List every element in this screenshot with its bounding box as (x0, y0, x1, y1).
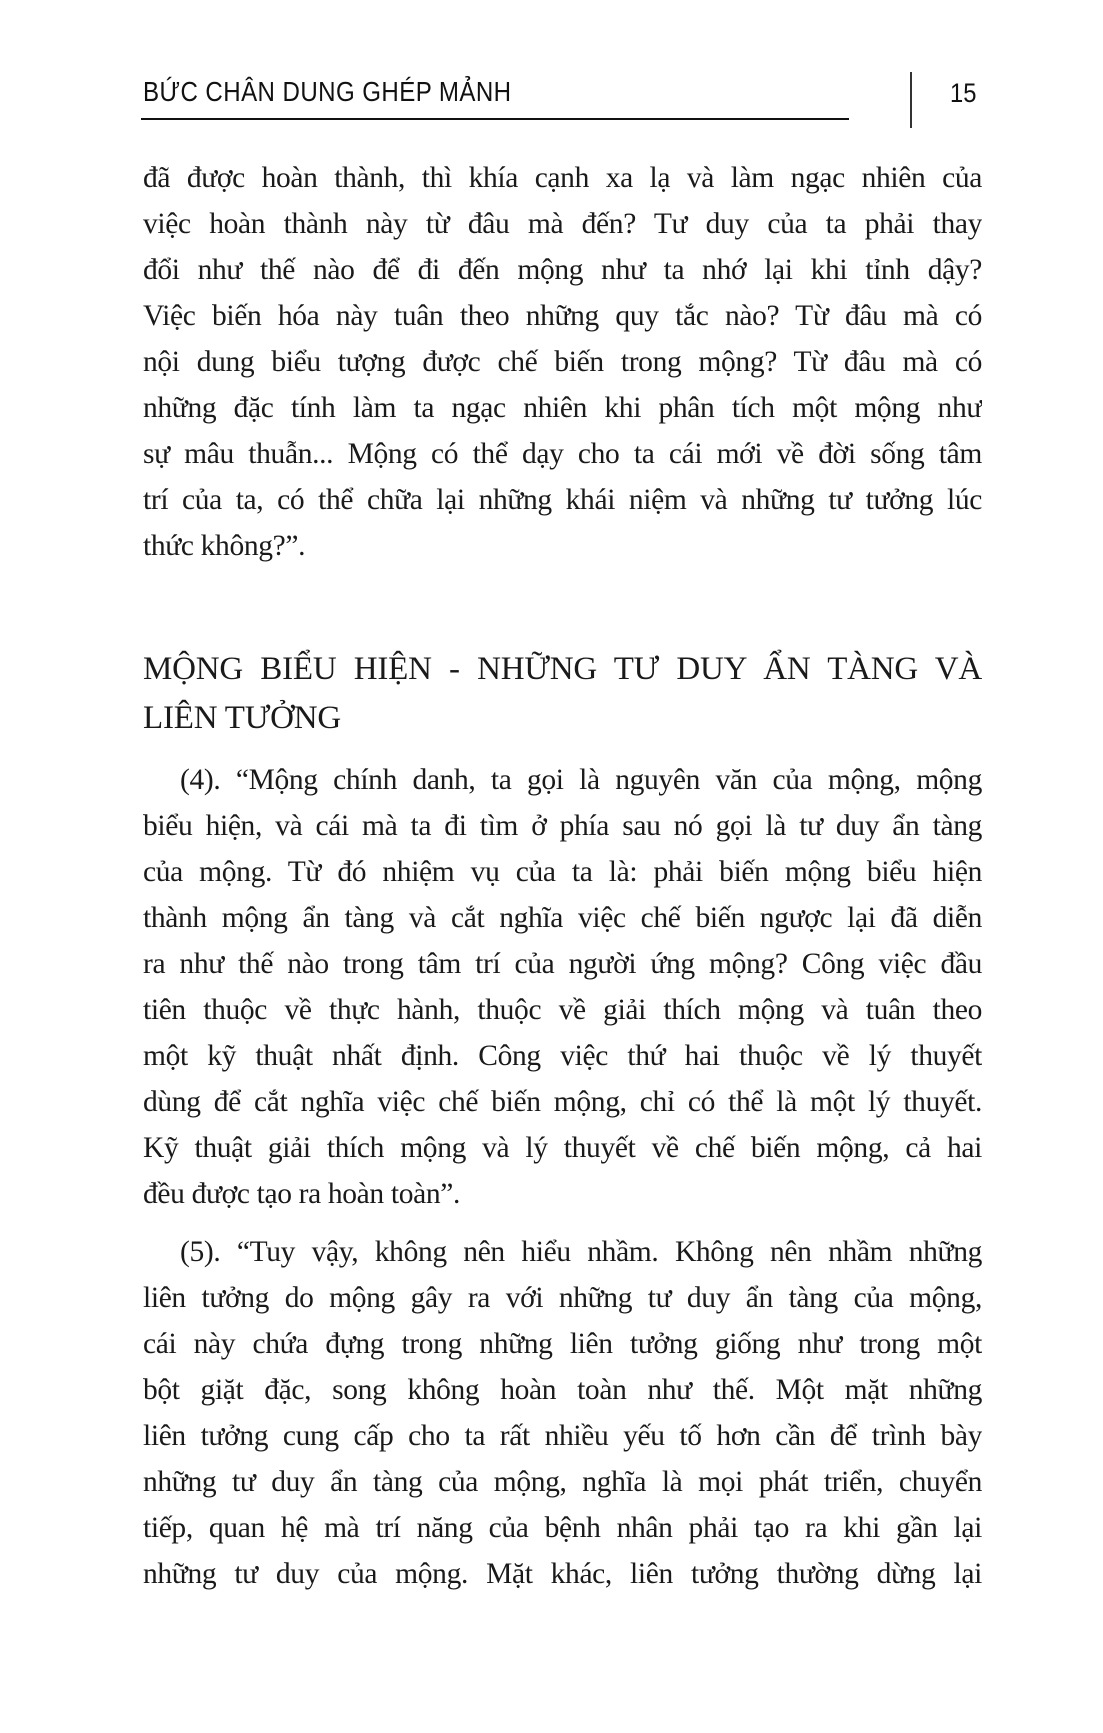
page-number: 15 (950, 78, 977, 108)
text-line: (4). “Mộng chính danh, ta gọi là nguyên văn của mộng, mộng (180, 764, 982, 796)
running-header-title: BỨC CHÂN DUNG GHÉP MẢNH (143, 76, 512, 107)
text-line: ra như thế nào trong tâm trí của người ứng mộng? Công việc đầu (143, 948, 982, 980)
text-line: liên tưởng cung cấp cho ta rất nhiều yếu tố hơn cần để trình bày (143, 1420, 982, 1452)
text-line: đều được tạo ra hoàn toàn”. (143, 1178, 461, 1210)
text-line: việc hoàn thành này từ đâu mà đến? Tư duy của ta phải thay (143, 208, 982, 240)
paragraph-continued (143, 155, 982, 569)
heading-line: LIÊN TƯỞNG (143, 700, 342, 736)
text-line: tiếp, quan hệ mà trí năng của bệnh nhân phải tạo ra khi gần lại (143, 1512, 982, 1544)
text-line: thức không?”. (143, 530, 306, 562)
text-line: cái này chứa đựng trong những liên tưởng giống như trong một (143, 1328, 982, 1360)
text-line: (5). “Tuy vậy, không nên hiểu nhầm. Không nên nhầm những (180, 1236, 982, 1268)
text-line: trí của ta, có thể chữa lại những khái niệm và những tư tưởng lúc (143, 484, 982, 516)
heading-line: MỘNG BIỂU HIỆN - NHỮNG TƯ DUY ẨN TÀNG VÀ (143, 651, 982, 687)
text-line: dùng để cắt nghĩa việc chế biến mộng, chỉ có thể là một lý thuyết. (143, 1086, 982, 1118)
text-line: những đặc tính làm ta ngạc nhiên khi phân tích một mộng như (143, 392, 982, 424)
text-line: thành mộng ẩn tàng và cắt nghĩa việc chế biến ngược lại đã diễn (143, 902, 982, 934)
text-line: đã được hoàn thành, thì khía cạnh xa lạ và làm ngạc nhiên của (143, 162, 982, 194)
section-heading (143, 645, 982, 743)
text-line: nội dung biểu tượng được chế biến trong mộng? Từ đâu mà có (143, 346, 982, 378)
text-line: biểu hiện, và cái mà ta đi tìm ở phía sau nó gọi là tư duy ẩn tàng (143, 810, 982, 842)
paragraph-4 (143, 757, 982, 1217)
text-line: những tư duy ẩn tàng của mộng, nghĩa là mọi phát triển, chuyển (143, 1466, 982, 1498)
header-divider (910, 72, 912, 128)
text-line: tiên thuộc về thực hành, thuộc về giải thích mộng và tuân theo (143, 994, 982, 1026)
text-line: Kỹ thuật giải thích mộng và lý thuyết về chế biến mộng, cả hai (143, 1132, 982, 1164)
text-line: một kỹ thuật nhất định. Công việc thứ hai thuộc về lý thuyết (143, 1040, 982, 1072)
text-line: liên tưởng do mộng gây ra với những tư duy ẩn tàng của mộng, (143, 1282, 982, 1314)
text-line: những tư duy của mộng. Mặt khác, liên tưởng thường dừng lại (143, 1558, 982, 1590)
text-line: của mộng. Từ đó nhiệm vụ của ta là: phải biến mộng biểu hiện (143, 856, 982, 888)
paragraph-5 (143, 1229, 982, 1597)
text-line: đổi như thế nào để đi đến mộng như ta nhớ lại khi tỉnh dậy? (143, 254, 982, 286)
text-line: Việc biến hóa này tuân theo những quy tắc nào? Từ đâu mà có (143, 300, 982, 332)
text-line: sự mâu thuẫn... Mộng có thể dạy cho ta cái mới về đời sống tâm (143, 438, 982, 470)
header-rule (141, 118, 849, 120)
text-line: bột giặt đặc, song không hoàn toàn như thế. Một mặt những (143, 1374, 982, 1406)
